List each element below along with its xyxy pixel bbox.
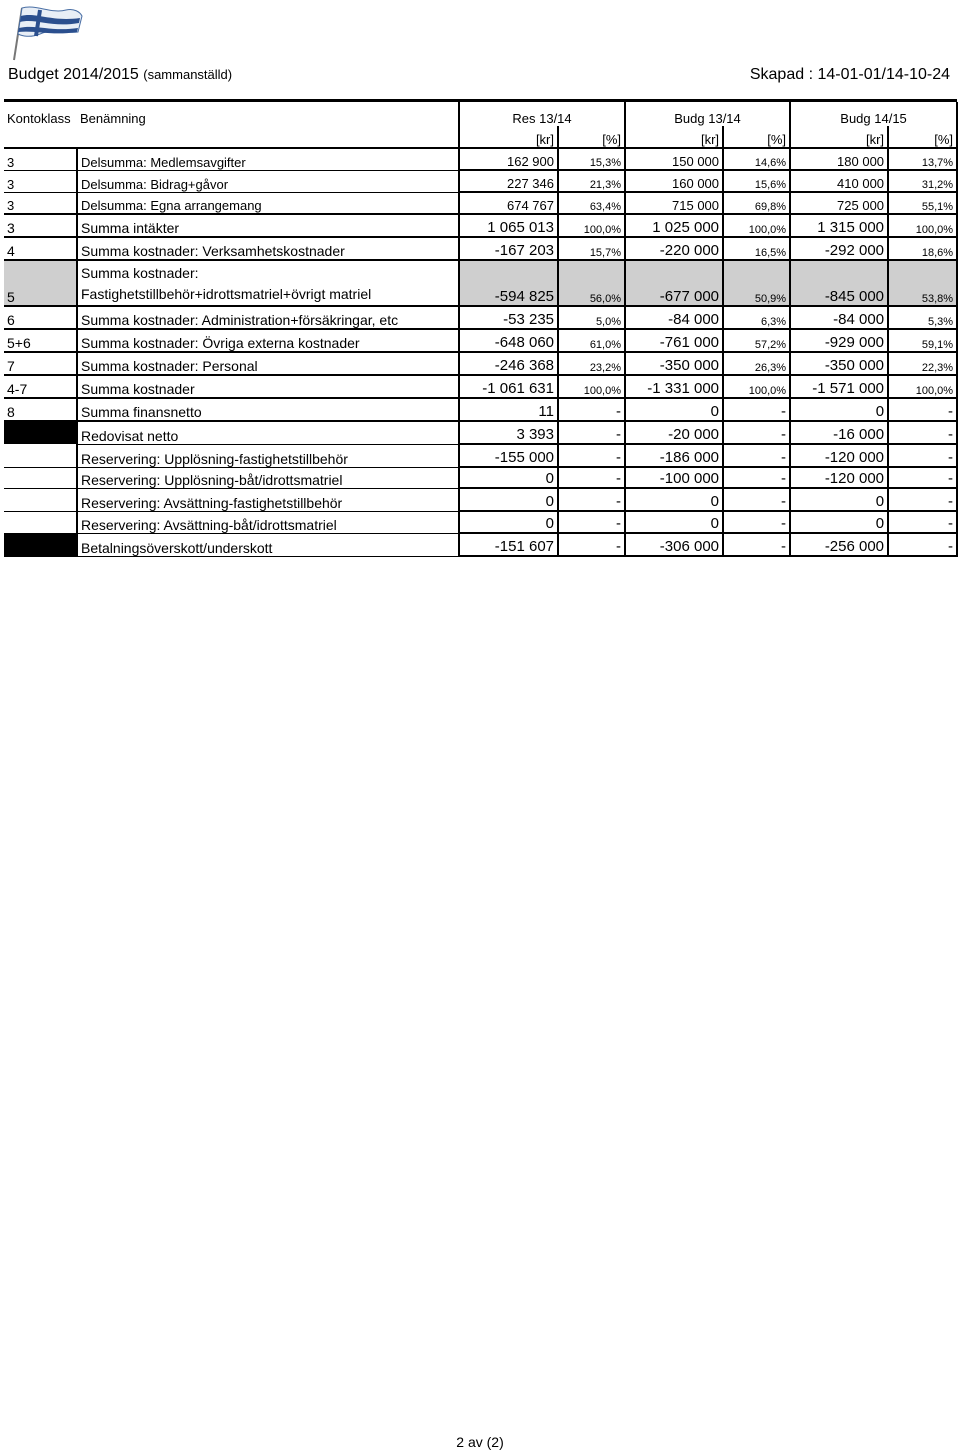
unit-pct: [%]: [723, 126, 790, 148]
kontoklass-cell: [4, 533, 77, 556]
percent-cell: -: [723, 398, 790, 421]
percent-cell: -: [888, 533, 957, 556]
percent-cell: -: [558, 488, 625, 511]
percent-cell: 61,0%: [558, 329, 625, 352]
percent-cell: -: [723, 533, 790, 556]
budget-table: [4, 102, 958, 557]
amount-cell: 0: [790, 488, 888, 511]
kontoklass-cell: [4, 444, 77, 467]
benamning-cell: Summa kostnader: Övriga externa kostnader: [77, 329, 459, 352]
amount-cell: -845 000: [790, 260, 888, 306]
amount-cell: -84 000: [625, 306, 723, 329]
percent-cell: 6,3%: [723, 306, 790, 329]
amount-cell: 3 393: [459, 421, 558, 444]
amount-cell: -53 235: [459, 306, 558, 329]
percent-cell: 56,0%: [558, 260, 625, 306]
benamning-cell: Reservering: Upplösning-båt/idrottsmatriel: [77, 467, 459, 488]
percent-cell: -: [558, 444, 625, 467]
kontoklass-cell: 6: [4, 306, 77, 329]
table-row: [4, 192, 957, 214]
header-blank: [4, 126, 77, 148]
benamning-line: Fastighetstillbehör+idrottsmatriel+övrigt matriel: [81, 286, 372, 302]
percent-cell: 55,1%: [888, 192, 957, 214]
percent-cell: -: [723, 467, 790, 488]
percent-cell: 100,0%: [888, 214, 957, 237]
amount-cell: 1 315 000: [790, 214, 888, 237]
amount-cell: -1 571 000: [790, 375, 888, 398]
percent-cell: -: [558, 533, 625, 556]
table-row: [4, 148, 957, 170]
benamning-cell: Betalningsöverskott/underskott: [77, 533, 459, 556]
percent-cell: 16,5%: [723, 237, 790, 260]
amount-cell: 0: [625, 398, 723, 421]
amount-cell: 0: [459, 467, 558, 488]
percent-cell: -: [723, 444, 790, 467]
amount-cell: 162 900: [459, 148, 558, 170]
created-date: Skapad : 14-01-01/14-10-24: [749, 66, 950, 83]
amount-cell: -84 000: [790, 306, 888, 329]
percent-cell: 69,8%: [723, 192, 790, 214]
amount-cell: 0: [790, 398, 888, 421]
amount-cell: -220 000: [625, 237, 723, 260]
benamning-cell: Delsumma: Egna arrangemang: [77, 192, 459, 214]
unit-pct: [%]: [558, 126, 625, 148]
percent-cell: -: [558, 511, 625, 533]
kontoklass-cell: 3: [4, 214, 77, 237]
amount-cell: -1 331 000: [625, 375, 723, 398]
amount-cell: -120 000: [790, 467, 888, 488]
kontoklass-cell: 3: [4, 170, 77, 192]
benamning-cell: Summa intäkter: [77, 214, 459, 237]
table-row: [4, 398, 957, 421]
percent-cell: -: [723, 488, 790, 511]
amount-cell: 0: [790, 511, 888, 533]
header-budg-1314: Budg 13/14: [625, 102, 790, 126]
header-res-1314: Res 13/14: [459, 102, 625, 126]
amount-cell: -761 000: [625, 329, 723, 352]
percent-cell: 63,4%: [558, 192, 625, 214]
kontoklass-cell: [4, 511, 77, 533]
kontoklass-cell: 4-7: [4, 375, 77, 398]
page-number: 2 av (2): [456, 1434, 504, 1450]
table-row: [4, 375, 957, 398]
header-budg-1415: Budg 14/15: [790, 102, 957, 126]
percent-cell: 23,2%: [558, 352, 625, 375]
amount-cell: 0: [459, 488, 558, 511]
amount-cell: 1 065 013: [459, 214, 558, 237]
kontoklass-cell: 8: [4, 398, 77, 421]
amount-cell: -120 000: [790, 444, 888, 467]
amount-cell: 725 000: [790, 192, 888, 214]
benamning-cell: Delsumma: Medlemsavgifter: [77, 148, 459, 170]
table-row: [4, 214, 957, 237]
amount-cell: -350 000: [625, 352, 723, 375]
table-row: [4, 421, 957, 444]
amount-cell: -648 060: [459, 329, 558, 352]
percent-cell: -: [888, 488, 957, 511]
benamning-cell: Reservering: Avsättning-fastighetstillbehör: [77, 488, 459, 511]
percent-cell: 53,8%: [888, 260, 957, 306]
benamning-cell: Reservering: Avsättning-båt/idrottsmatriel: [77, 511, 459, 533]
kontoklass-cell: [4, 421, 77, 444]
percent-cell: -: [558, 398, 625, 421]
amount-cell: -677 000: [625, 260, 723, 306]
amount-cell: 674 767: [459, 192, 558, 214]
kontoklass-cell: 7: [4, 352, 77, 375]
amount-cell: 0: [625, 488, 723, 511]
kontoklass-cell: 5+6: [4, 329, 77, 352]
amount-cell: -306 000: [625, 533, 723, 556]
unit-kr: [kr]: [625, 126, 723, 148]
amount-cell: -594 825: [459, 260, 558, 306]
amount-cell: -16 000: [790, 421, 888, 444]
header-row-units: [4, 126, 957, 148]
kontoklass-cell: [4, 488, 77, 511]
amount-cell: -246 368: [459, 352, 558, 375]
percent-cell: 57,2%: [723, 329, 790, 352]
percent-cell: 22,3%: [888, 352, 957, 375]
header-blank: [77, 126, 459, 148]
percent-cell: 59,1%: [888, 329, 957, 352]
percent-cell: 18,6%: [888, 237, 957, 260]
percent-cell: -: [558, 467, 625, 488]
kontoklass-cell: 3: [4, 148, 77, 170]
amount-cell: 1 025 000: [625, 214, 723, 237]
percent-cell: 100,0%: [723, 214, 790, 237]
document-title: [8, 66, 232, 84]
benamning-cell: Summa kostnader: [77, 375, 459, 398]
amount-cell: -929 000: [790, 329, 888, 352]
benamning-cell: Summa finansnetto: [77, 398, 459, 421]
table-row: [4, 444, 957, 467]
amount-cell: -292 000: [790, 237, 888, 260]
benamning-cell: Summa kostnader: Verksamhetskostnader: [77, 237, 459, 260]
table-row: [4, 260, 957, 306]
percent-cell: 21,3%: [558, 170, 625, 192]
percent-cell: 5,0%: [558, 306, 625, 329]
table-row: [4, 237, 957, 260]
header-benamning: Benämning: [80, 111, 146, 126]
amount-cell: 0: [459, 511, 558, 533]
amount-cell: 180 000: [790, 148, 888, 170]
amount-cell: -151 607: [459, 533, 558, 556]
flag-logo: [6, 4, 84, 62]
table-row: [4, 329, 957, 352]
amount-cell: -1 061 631: [459, 375, 558, 398]
kontoklass-cell: [4, 467, 77, 488]
benamning-cell: Delsumma: Bidrag+gåvor: [77, 170, 459, 192]
percent-cell: -: [723, 421, 790, 444]
benamning-cell: Reservering: Upplösning-fastighetstillbehör: [77, 444, 459, 467]
percent-cell: -: [888, 444, 957, 467]
benamning-cell: Summa kostnader: Personal: [77, 352, 459, 375]
percent-cell: 26,3%: [723, 352, 790, 375]
percent-cell: 15,6%: [723, 170, 790, 192]
amount-cell: -167 203: [459, 237, 558, 260]
percent-cell: 50,9%: [723, 260, 790, 306]
percent-cell: 15,3%: [558, 148, 625, 170]
title-subtitle: (sammanställd): [143, 67, 233, 82]
percent-cell: 31,2%: [888, 170, 957, 192]
percent-cell: 100,0%: [723, 375, 790, 398]
table-row: [4, 533, 957, 556]
percent-cell: 100,0%: [558, 375, 625, 398]
percent-cell: -: [888, 421, 957, 444]
amount-cell: 11: [459, 398, 558, 421]
unit-kr: [kr]: [459, 126, 558, 148]
percent-cell: -: [888, 467, 957, 488]
kontoklass-cell: 4: [4, 237, 77, 260]
benamning-cell: Summa kostnader: Administration+försäkringar, etc: [77, 306, 459, 329]
table-row: [4, 467, 957, 488]
percent-cell: 14,6%: [723, 148, 790, 170]
header-row-groups: [4, 102, 957, 126]
unit-pct: [%]: [888, 126, 957, 148]
amount-cell: -350 000: [790, 352, 888, 375]
amount-cell: 160 000: [625, 170, 723, 192]
kontoklass-cell: 3: [4, 192, 77, 214]
amount-cell: -100 000: [625, 467, 723, 488]
percent-cell: -: [888, 398, 957, 421]
amount-cell: -155 000: [459, 444, 558, 467]
percent-cell: -: [558, 421, 625, 444]
percent-cell: 100,0%: [888, 375, 957, 398]
amount-cell: 410 000: [790, 170, 888, 192]
amount-cell: 0: [625, 511, 723, 533]
table-row: [4, 511, 957, 533]
table-row: [4, 170, 957, 192]
percent-cell: 100,0%: [558, 214, 625, 237]
amount-cell: 715 000: [625, 192, 723, 214]
percent-cell: -: [723, 511, 790, 533]
unit-kr: [kr]: [790, 126, 888, 148]
percent-cell: -: [888, 511, 957, 533]
header-kontoklass: Kontoklass: [7, 111, 71, 126]
amount-cell: -256 000: [790, 533, 888, 556]
percent-cell: 15,7%: [558, 237, 625, 260]
benamning-cell: Redovisat netto: [77, 421, 459, 444]
amount-cell: 227 346: [459, 170, 558, 192]
percent-cell: 5,3%: [888, 306, 957, 329]
table-row: [4, 352, 957, 375]
table-row: [4, 488, 957, 511]
percent-cell: 13,7%: [888, 148, 957, 170]
title-text: Budget 2014/2015: [8, 66, 139, 83]
table-row: [4, 306, 957, 329]
amount-cell: 150 000: [625, 148, 723, 170]
benamning-line: Summa kostnader:: [81, 265, 199, 281]
amount-cell: -20 000: [625, 421, 723, 444]
amount-cell: -186 000: [625, 444, 723, 467]
kontoklass-cell: 5: [4, 260, 77, 306]
benamning-cell: [77, 260, 459, 306]
